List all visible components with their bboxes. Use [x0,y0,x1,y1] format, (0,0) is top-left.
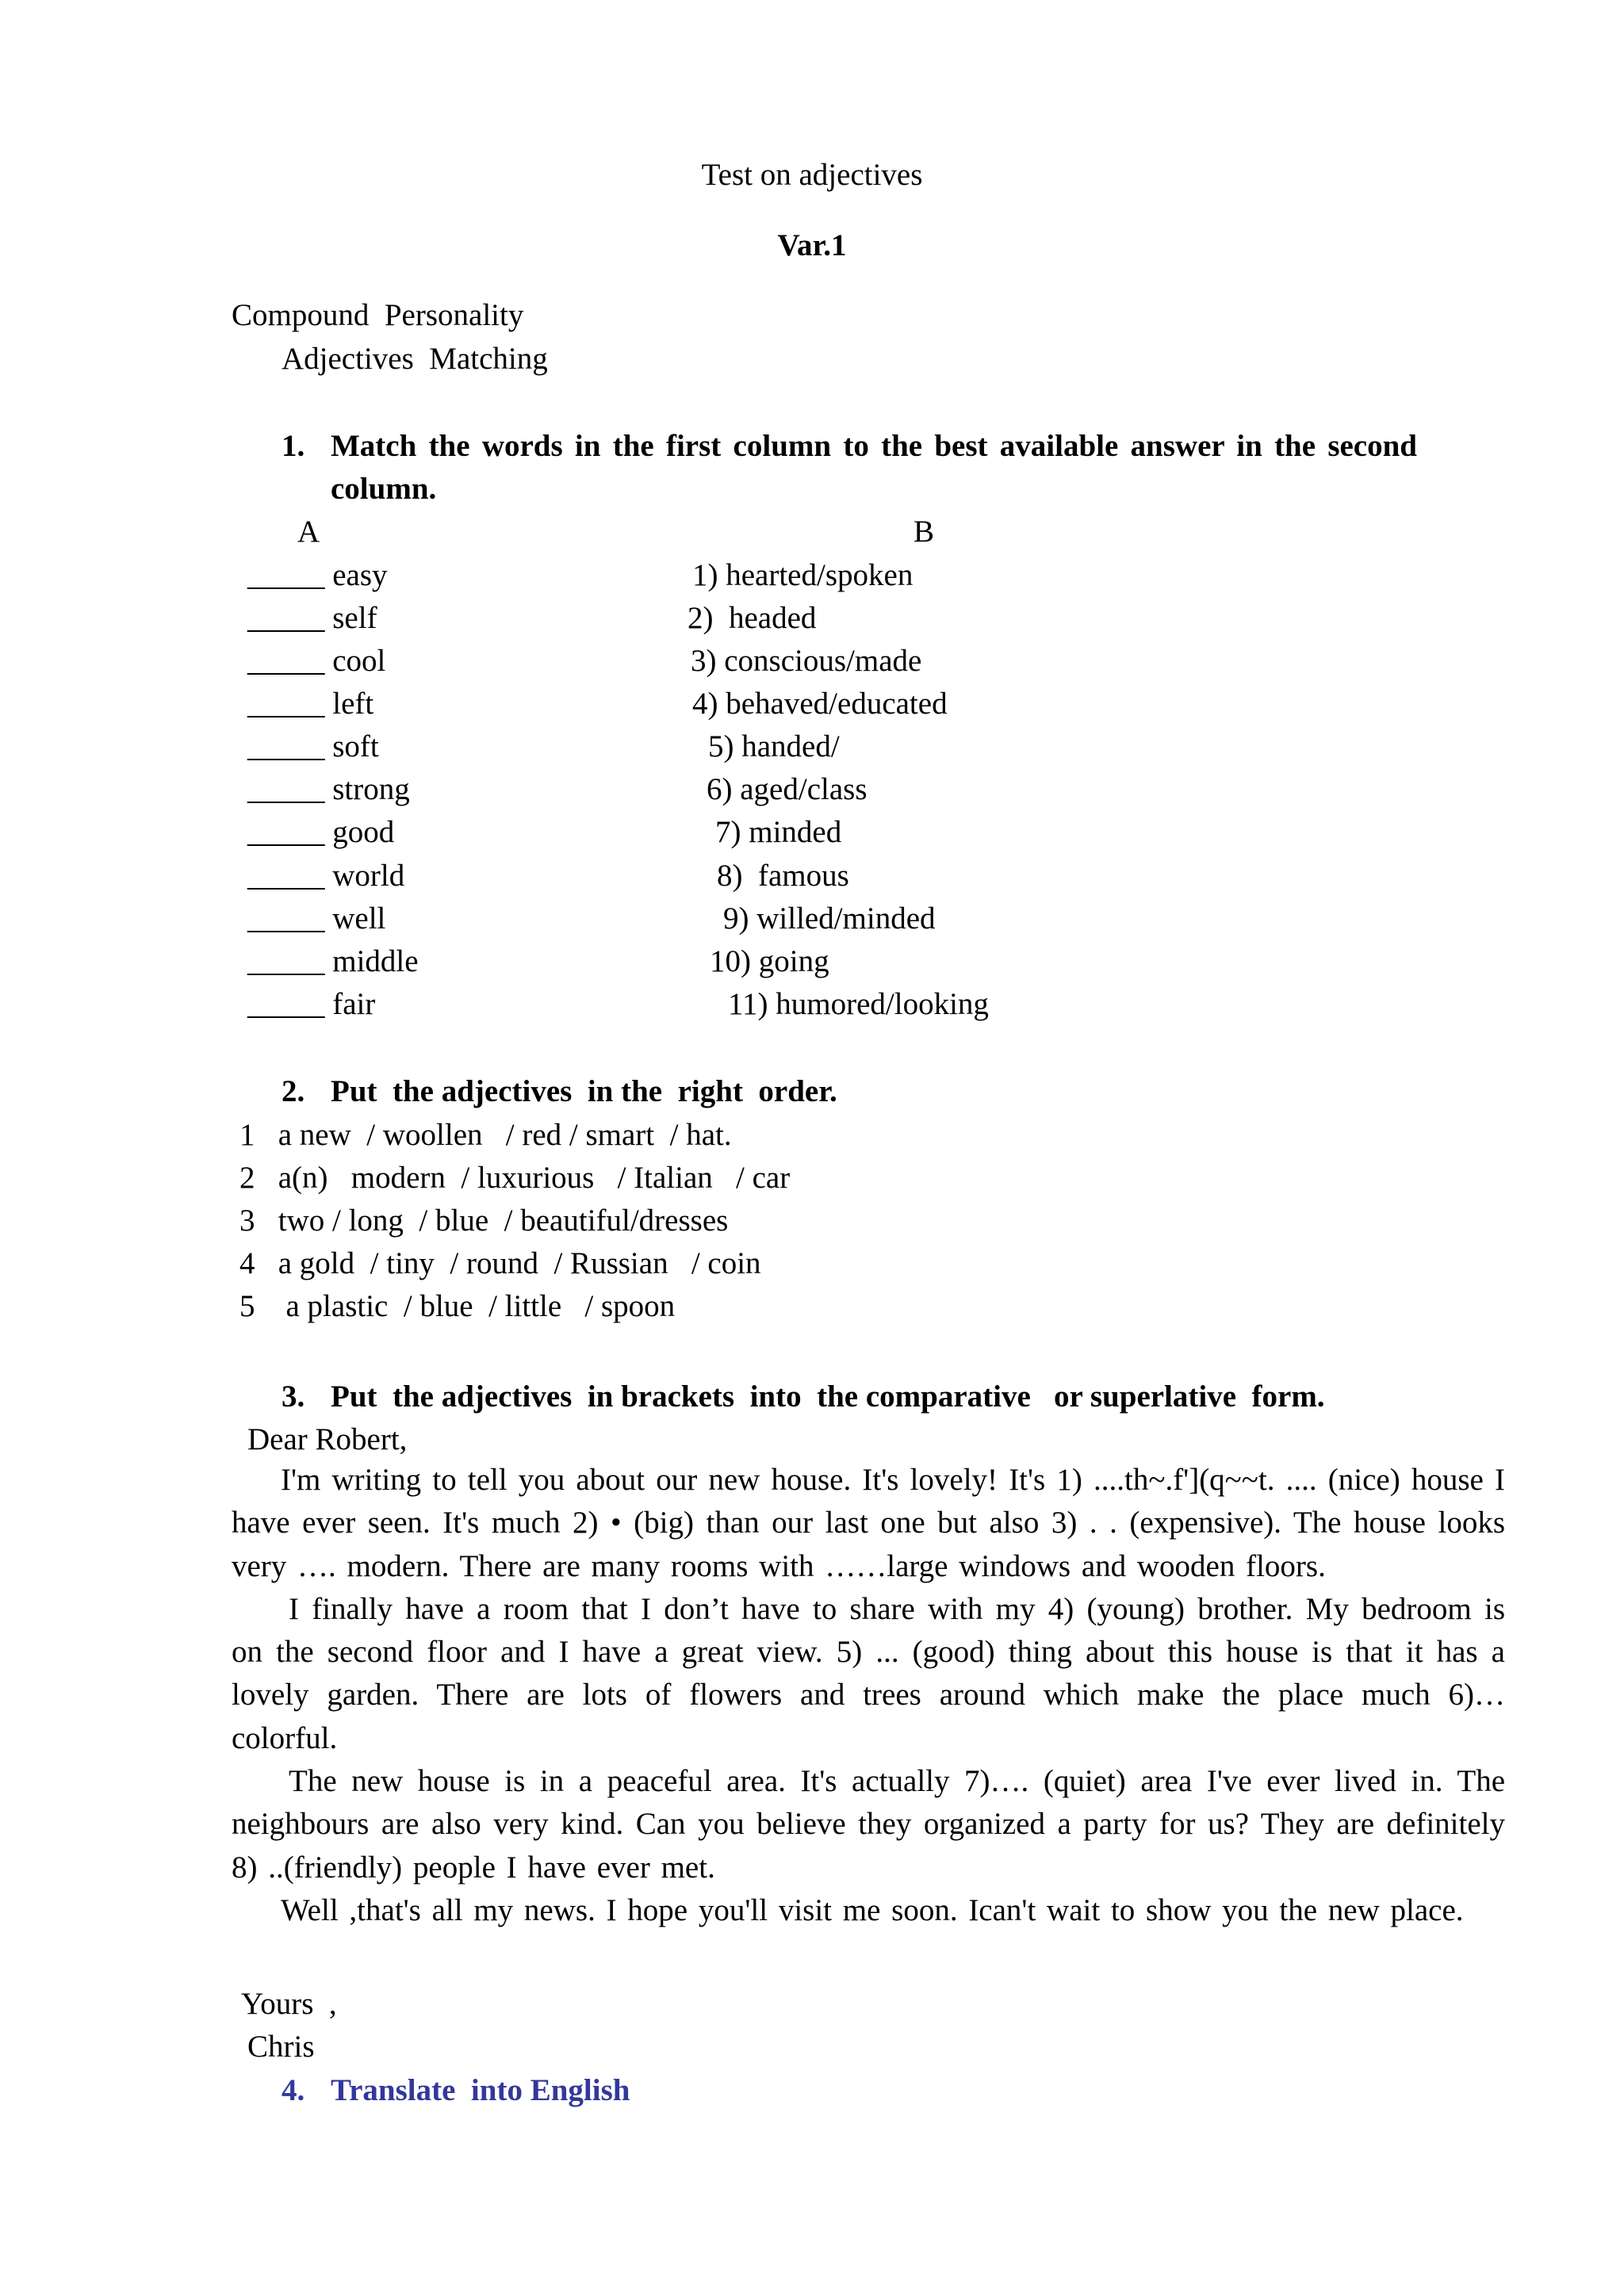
letter-closing: Yours , [241,1987,337,2021]
task3-number: 3. [282,1380,305,1414]
task1-number: 1. [282,429,305,463]
match-answer: 7) minded [715,815,842,849]
letter-paragraph: Well ,that's all my news. I hope you'll visit me soon. Ican't wait to show you the new place. [281,1892,1464,1927]
match-answer: 10) going [710,944,829,978]
match-answer: 5) handed/ [708,729,840,763]
match-word: _____ fair [247,987,376,1021]
task3-instruction: Put the adjectives in brackets into the comparative or superlative form. [331,1380,1325,1414]
task4-instruction: Translate into English [331,2073,630,2107]
match-answer: 11) humored/looking [728,987,989,1021]
task1-instruction-line2: column. [331,472,437,506]
match-word: _____ middle [247,944,419,978]
task4-number: 4. [282,2073,305,2107]
match-word: _____ self [247,601,377,635]
task1-instruction-line1: Match the words in the first column to the best available answer in the second [331,429,1417,463]
match-word: _____ cool [247,644,386,678]
letter-body [232,1459,1505,1932]
match-word: _____ good [247,815,395,849]
match-answer: 9) willed/minded [723,901,936,936]
order-item: 2 a(n) modern / luxurious / Italian / car [239,1161,791,1195]
order-item: 5 a plastic / blue / little / spoon [239,1289,676,1323]
task2-number: 2. [282,1074,305,1108]
match-word: _____ easy [247,558,388,592]
letter-paragraph: The new house is in a peaceful area. It's actually 7)…. (quiet) area I've ever lived in. The neighbours are also very kind. Can you believe they organized a party for us? They are definitely 8) ..(friendly) people I have ever met. [232,1764,1505,1885]
column-a-header: A [297,515,320,549]
letter-signature: Chris [247,2030,315,2064]
letter-paragraph: I finally have a room that I don’t have to share with my 4) (young) brother. My bedroom is on the second floor and I have a great view. 5) ... (good) thing about this house is that it has a lovely garden. There are lots of flowers and trees around which make the place much 6)… colorful. [232,1591,1505,1755]
variant-label: Var.1 [777,228,847,262]
intro-line-1: Compound Personality [232,298,524,332]
match-word: _____ world [247,859,405,893]
document-title: Test on adjectives [701,158,923,192]
letter-greeting: Dear Robert, [247,1422,408,1456]
letter-paragraph: I'm writing to tell you about our new house. It's lovely! It's 1) ....th~.f'](q~~t. .... (nice) house I have ever seen. It's much 2) • (big) than our last one but also 3) . . (expensive). The house looks very …. modern. There are many rooms with ……large windows and wooden floors. [232,1463,1505,1583]
match-answer: 1) hearted/spoken [692,558,914,592]
match-word: _____ well [247,901,386,936]
match-word: _____ left [247,687,374,721]
match-answer: 3) conscious/made [691,644,922,678]
match-answer: 4) behaved/educated [692,687,948,721]
order-item: 1 a new / woollen / red / smart / hat. [239,1118,732,1152]
order-item: 4 a gold / tiny / round / Russian / coin [239,1246,761,1280]
column-b-header: B [914,515,935,549]
match-answer: 6) aged/class [707,772,868,806]
match-answer: 2) headed [688,601,817,635]
match-word: _____ soft [247,729,379,763]
match-answer: 8) famous [717,859,849,893]
order-item: 3 two / long / blue / beautiful/dresses [239,1203,729,1238]
match-word: _____ strong [247,772,410,806]
intro-line-2: Adjectives Matching [282,342,548,376]
task2-instruction: Put the adjectives in the right order. [331,1074,837,1108]
